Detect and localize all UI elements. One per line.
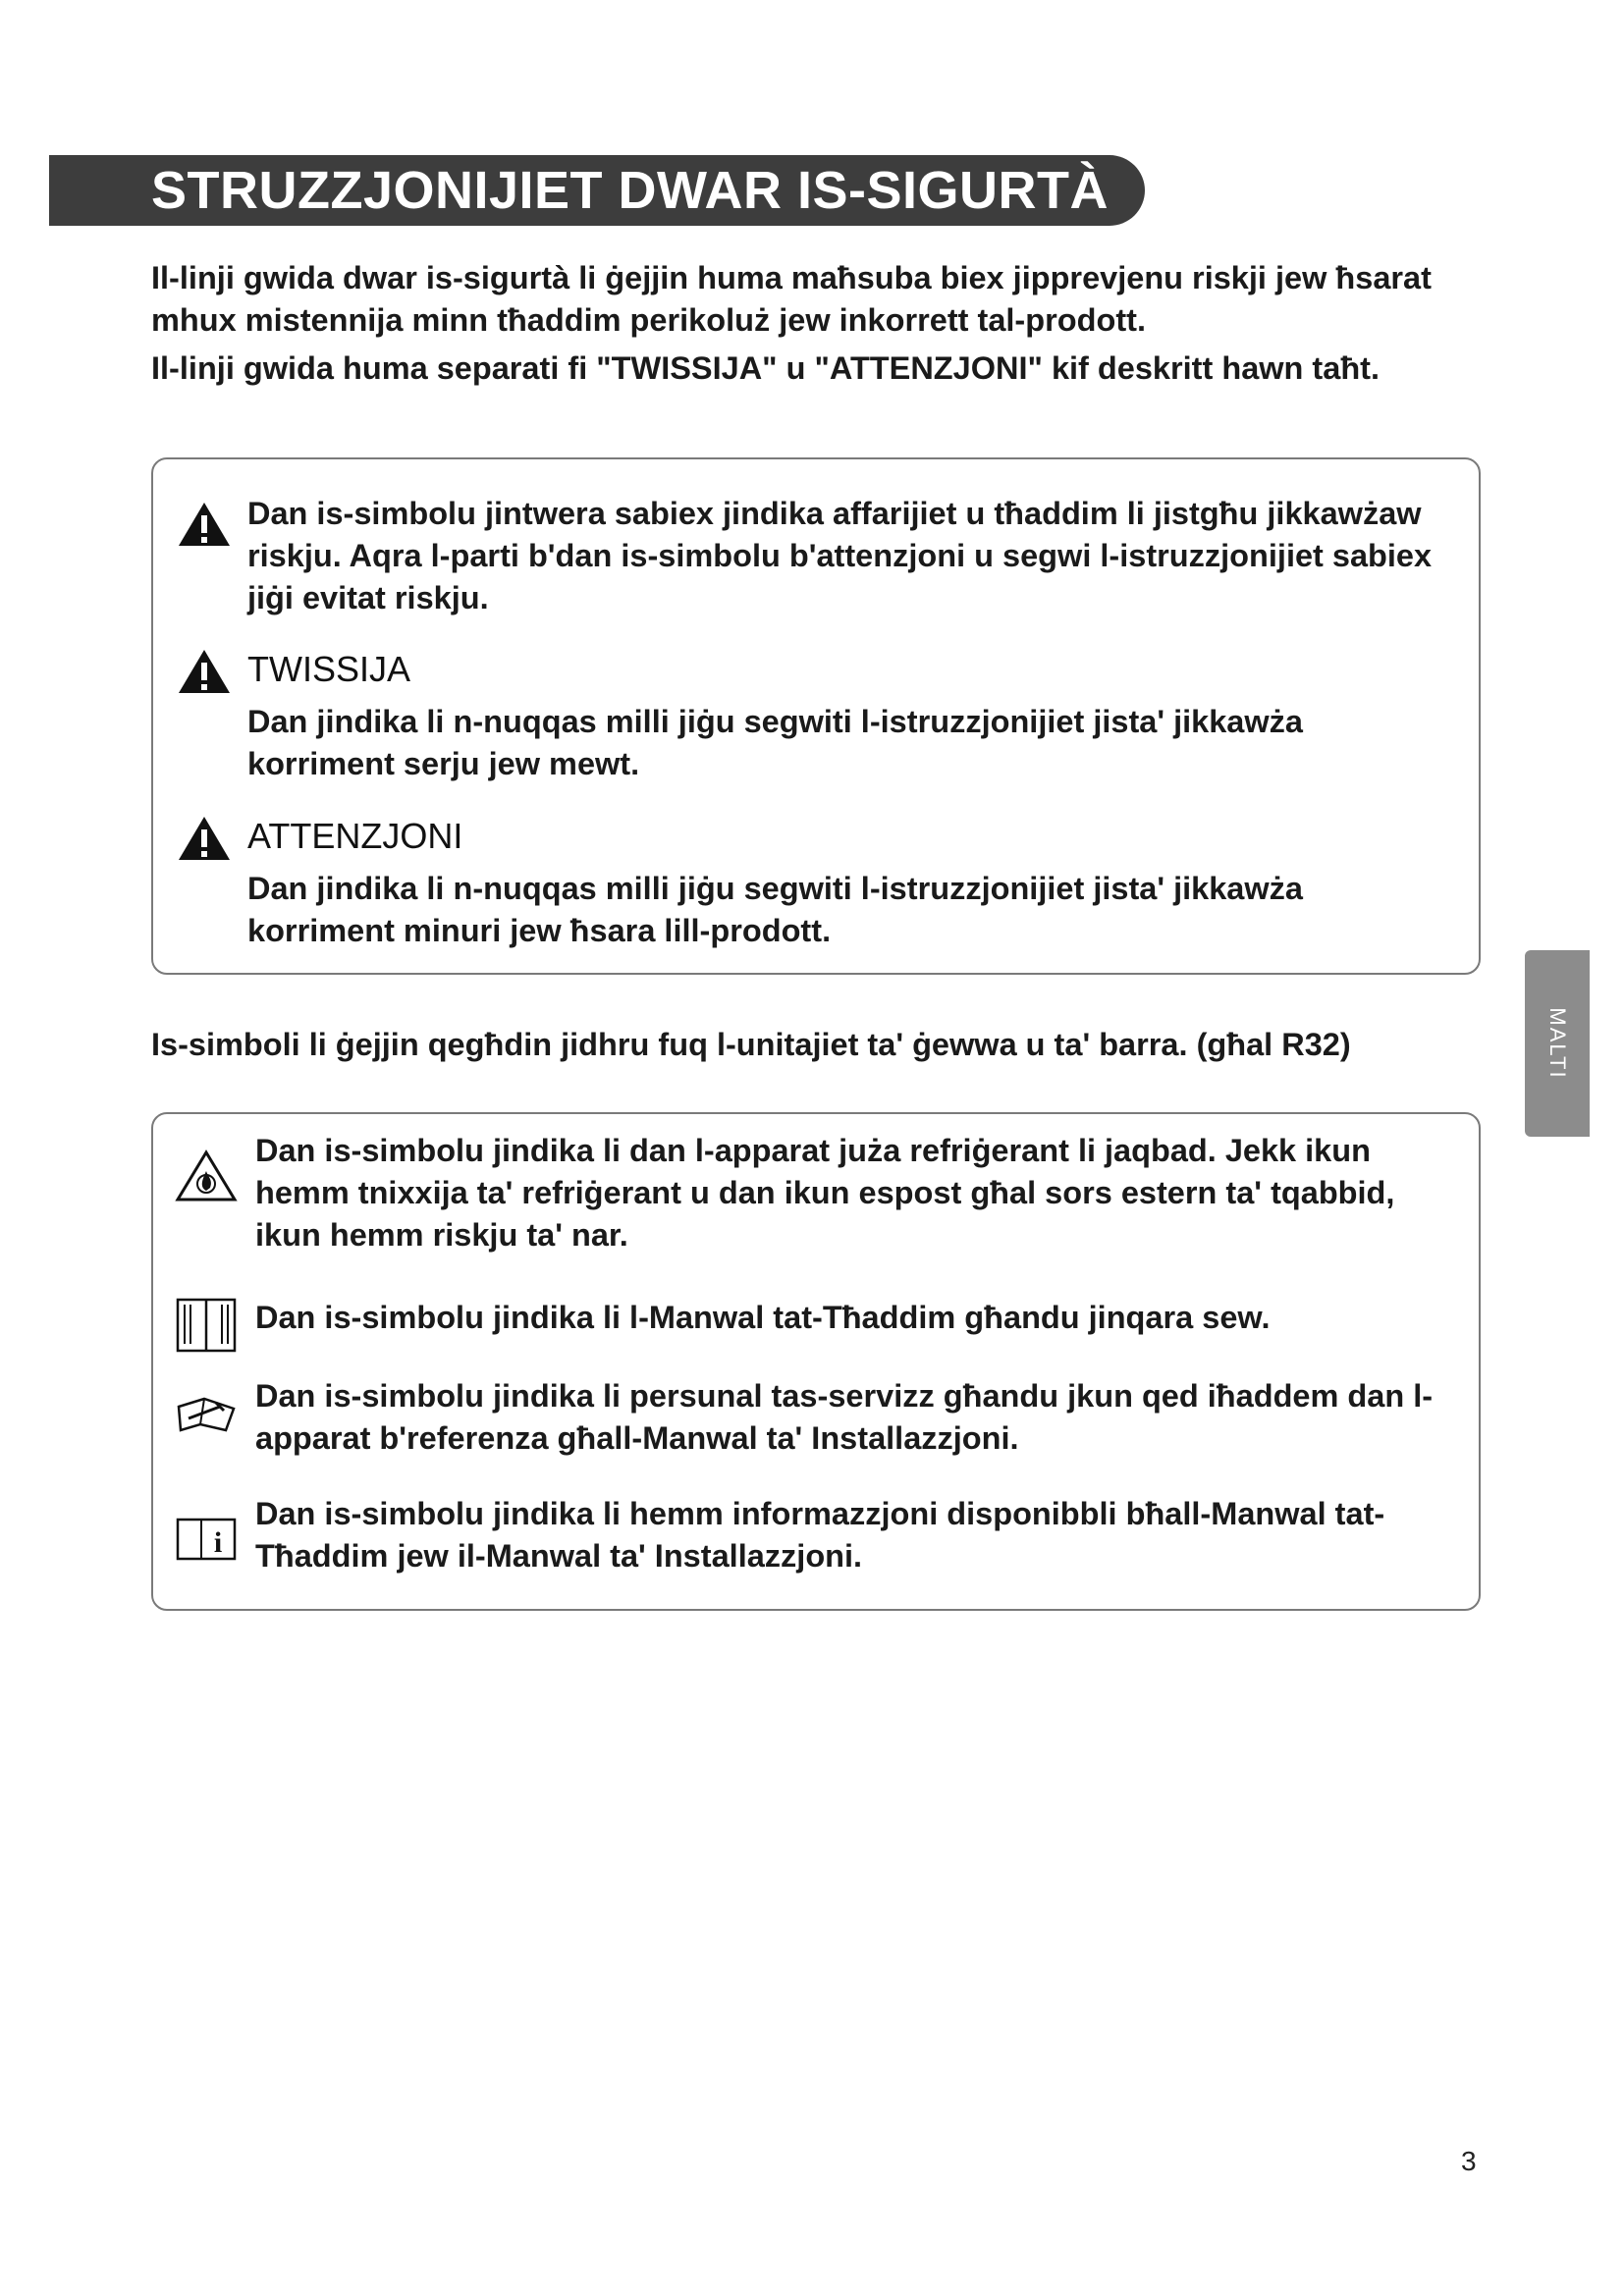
warning-triangle-icon [177, 501, 232, 548]
symbols-legend-box [151, 1112, 1481, 1611]
warning-legend-box [151, 457, 1481, 975]
general-symbol-text: Dan is-simbolu jintwera sabiex jindika affarijiet u tħaddim li jistgħu jikkawżaw riskju. Aqra l-parti b'dan is-simbolu b'attenzjoni u segwi l-istruzzjonijiet sabiex jiġi evitat riskju. [247, 496, 1433, 615]
warning-label: TWISSIJA [247, 649, 411, 689]
page-title: STRUZZJONIJIET DWAR IS-SIGURTÀ [151, 161, 1110, 220]
read-manual-symbol-text: Dan is-simbolu jindika li l-Manwal tat-Tħaddim għandu jinqara sew. [255, 1300, 1271, 1335]
flammable-symbol-text: Dan is-simbolu jindika li dan l-apparat juża refriġerant li jaqbad. Jekk ikun hemm tnixxija ta' refriġerant u dan ikun espost għal sors estern ta' tqabbid, ikun hemm riskju ta' nar. [255, 1133, 1395, 1253]
language-side-tab [1525, 950, 1590, 1137]
section-title-bar [49, 155, 1145, 226]
service-manual-symbol-text: Dan is-simbolu jindika li persunal tas-servizz għandu jkun qed iħaddem dan l-apparat b'referenza għall-Manwal ta' Installazzjoni. [255, 1378, 1434, 1456]
caution-text: Dan jindika li n-nuqqas milli jiġu segwiti l-istruzzjonijiet jista' jikkawża korriment minuri jew ħsara lill-prodott. [247, 871, 1303, 948]
flammable-warning-icon [175, 1149, 238, 1202]
warning-text: Dan jindika li n-nuqqas milli jiġu segwiti l-istruzzjonijiet jista' jikkawża korriment serju jew mewt. [247, 704, 1303, 781]
symbols-intro: Is-simboli li ġejjin qegħdin jidhru fuq l-unitajiet ta' ġewwa u ta' barra. (għal R32) [151, 1027, 1351, 1062]
info-symbol-text: Dan is-simbolu jindika li hemm informazzjoni disponibbli bħall-Manwal tat-Tħaddim jew il-Manwal ta' Installazzjoni. [255, 1496, 1385, 1574]
svg-text:i: i [213, 1526, 223, 1559]
intro-paragraph-1: Il-linji gwida dwar is-sigurtà li ġejjin huma maħsuba biex jipprevjenu riskji jew ħsarat mhux mistennija minn tħaddim perikoluż jew inkorrett tal-prodott. [151, 260, 1432, 338]
page-number: 3 [1461, 2146, 1477, 2176]
warning-triangle-icon [177, 815, 232, 862]
caution-label: ATTENZJONI [247, 816, 463, 856]
read-manual-icon [175, 1295, 238, 1354]
language-tab-label: MALTI [1545, 1007, 1570, 1080]
intro-paragraph-2: Il-linji gwida huma separati fi "TWISSIJA" u "ATTENZJONI" kif deskritt hawn taħt. [151, 350, 1380, 386]
warning-triangle-icon [177, 648, 232, 695]
info-manual-icon [175, 1515, 238, 1564]
service-manual-icon [175, 1389, 238, 1438]
